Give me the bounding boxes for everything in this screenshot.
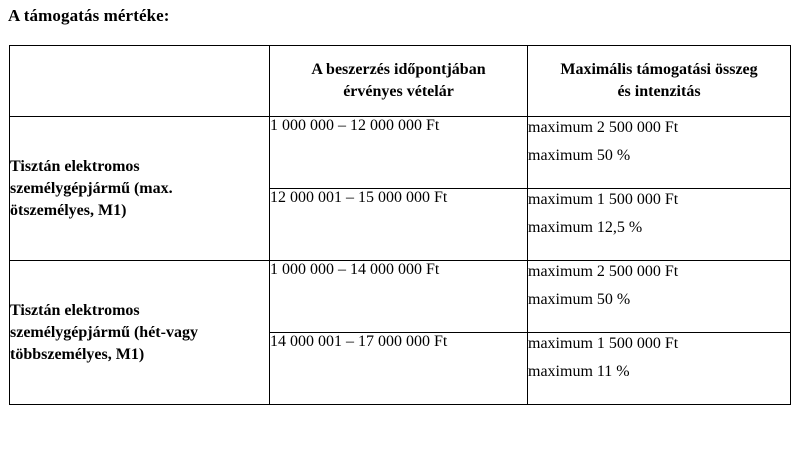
- table-row: [10, 261, 791, 333]
- max-intensity: maximum 50 %: [528, 291, 631, 308]
- max-intensity: maximum 11 %: [528, 363, 630, 380]
- price-range-cell: 12 000 001 – 15 000 000 Ft: [270, 189, 528, 261]
- max-amount: maximum 2 500 000 Ft: [528, 263, 679, 280]
- header-max-support: [528, 46, 791, 117]
- category-line: Tisztán elektromos: [10, 301, 140, 319]
- category-line: ötszemélyes, M1): [10, 201, 127, 219]
- max-amount: maximum 1 500 000 Ft: [528, 191, 679, 208]
- page-heading: A támogatás mértéke:: [8, 6, 170, 25]
- table-row: [10, 117, 791, 189]
- max-support-cell: [528, 189, 791, 261]
- header-price: [270, 46, 528, 117]
- header-row: [10, 46, 791, 117]
- max-intensity: maximum 50 %: [528, 147, 631, 164]
- header-price-line: A beszerzés időpontjában: [311, 61, 486, 78]
- max-support-cell: [528, 117, 791, 189]
- header-max-support-line: és intenzitás: [617, 83, 701, 100]
- max-amount: maximum 2 500 000 Ft: [528, 119, 679, 136]
- max-support-cell: [528, 333, 791, 405]
- category-line: személygépjármű (hét-vagy: [10, 323, 198, 341]
- category-line: személygépjármű (max.: [10, 179, 173, 197]
- max-intensity: maximum 12,5 %: [528, 219, 643, 236]
- max-support-cell: [528, 261, 791, 333]
- category-line: Tisztán elektromos: [10, 157, 140, 175]
- header-category: [10, 46, 270, 117]
- header-max-support-line: Maximális támogatási összeg: [560, 61, 758, 78]
- support-table: [9, 45, 791, 405]
- price-range-cell: 1 000 000 – 14 000 000 Ft: [270, 261, 528, 333]
- max-amount: maximum 1 500 000 Ft: [528, 335, 679, 352]
- category-cell: [10, 117, 270, 261]
- header-price-line: érvényes vételár: [343, 83, 454, 100]
- category-line: többszemélyes, M1): [10, 345, 145, 363]
- category-cell: [10, 261, 270, 405]
- price-range-cell: 14 000 001 – 17 000 000 Ft: [270, 333, 528, 405]
- price-range-cell: 1 000 000 – 12 000 000 Ft: [270, 117, 528, 189]
